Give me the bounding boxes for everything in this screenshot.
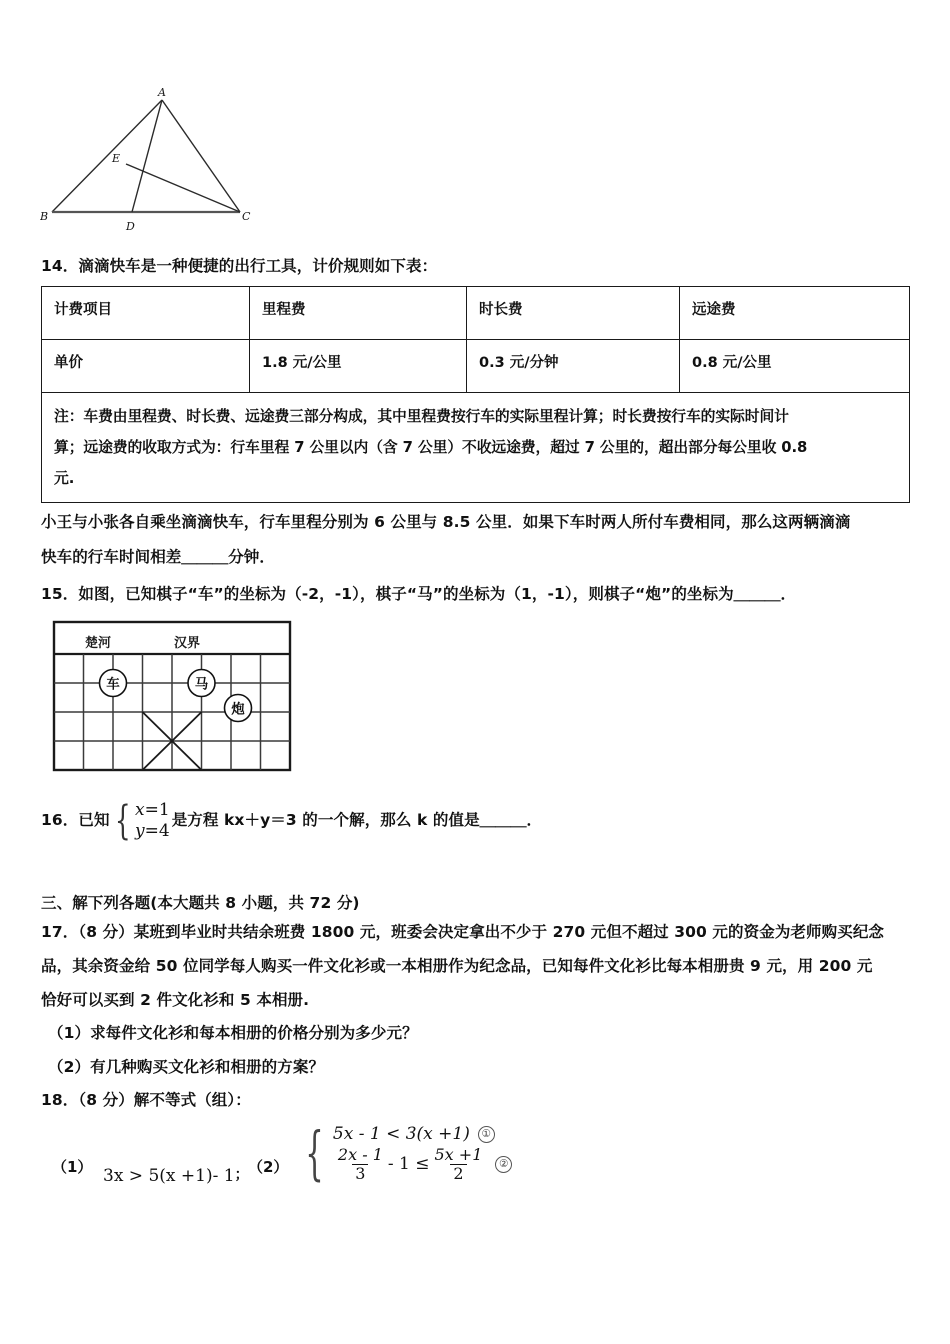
q18-part1-expr-text: 3x > 5(x +1)- 1 [103, 1166, 235, 1186]
left-brace-icon-2: { [305, 1119, 324, 1188]
q16-var-x: x [135, 800, 145, 820]
question-18-part-2-system [296, 1119, 512, 1188]
triangle-svg [40, 82, 310, 234]
table-cell-header-2: 时长费 [467, 287, 680, 340]
section-3-heading: 三、解下列各题(本大题共 8 小题，共 72 分) [41, 894, 360, 912]
fare-table [41, 286, 910, 503]
question-17-sub-1: （1）求每件文化衫和每本相册的价格分别为多少元？ [48, 1024, 418, 1042]
question-17-sub-2: （2）有几种购买文化衫和相册的方案？ [48, 1058, 325, 1076]
q16-val-x: =1 [144, 800, 170, 820]
table-cell-0-3: 0.8 元/公里 [680, 340, 910, 393]
river-label-right: 汉界 [174, 636, 201, 651]
table-cell-header-0: 计费项目 [42, 287, 250, 340]
table-note-line-3: 元. [54, 470, 75, 487]
question-14-body-line-2: 快车的行车时间相差＿＿＿分钟． [41, 548, 276, 566]
table-cell-header-3: 远途费 [680, 287, 910, 340]
q16-var-y: y [135, 821, 145, 841]
question-16 [41, 800, 542, 842]
table-note-cell [42, 393, 910, 503]
triangle-label-b: B [40, 210, 49, 223]
q18-part2-den-1: 3 [352, 1164, 368, 1183]
river-label-left: 楚河 [85, 636, 112, 651]
q18-part2-row-2 [333, 1146, 512, 1183]
triangle-label-c: C [242, 210, 251, 223]
question-15-stem: 15．如图，已知棋子“车”的坐标为（-2，-1），棋子“马”的坐标为（1，-1），则棋子“炮”的坐标为＿＿＿． [41, 585, 797, 603]
left-brace-icon: { [114, 798, 131, 844]
table-note-line-1: 注：车费由里程费、时长费、远途费三部分构成，其中里程费按行车的实际里程计算；时长费按行车的实际时间计 [54, 408, 789, 425]
question-16-system [110, 800, 170, 842]
table-row [42, 340, 910, 393]
q18-part2-den-2: 2 [450, 1164, 466, 1183]
chessboard-svg [52, 620, 292, 772]
triangle-label-e: E [112, 152, 121, 165]
question-17-line-3: 恰好可以买到 2 件文化衫和 5 本相册. [41, 991, 310, 1009]
table-row-note [42, 393, 910, 503]
question-14-stem: 14．滴滴快车是一种便捷的出行工具，计价规则如下表： [41, 257, 438, 275]
question-18-part-1-label: （1） [52, 1158, 93, 1176]
q16-val-y: =4 [144, 821, 170, 841]
table-cell-header-1: 里程费 [250, 287, 467, 340]
table-row-header [42, 287, 910, 340]
question-17-line-2: 品，其余资金给 50 位同学每人购买一件文化衫或一本相册作为纪念品，已知每件文化衫比每本相册贵 9 元，用 200 元 [41, 957, 873, 975]
triangle-figure [40, 82, 310, 234]
question-16-prefix: 16．已知 [41, 811, 110, 830]
q18-part2-fraction-left [335, 1146, 386, 1183]
table-cell-0-2: 0.3 元/分钟 [467, 340, 680, 393]
q18-part2-tag-2: ② [495, 1156, 512, 1173]
question-18-stem: 18．（8 分）解不等式（组）： [41, 1091, 251, 1109]
q18-part2-num-1: 2x - 1 [337, 1145, 383, 1164]
chess-piece-ma-label: 马 [194, 676, 209, 693]
q18-part2-fraction-right [432, 1146, 486, 1183]
q18-part2-num-2: 5x +1 [434, 1145, 483, 1164]
triangle-label-a: A [158, 86, 166, 99]
q18-part1-semicolon: ； [234, 1167, 249, 1183]
triangle-label-d: D [126, 220, 135, 233]
chess-piece-ju-label: 车 [106, 676, 120, 693]
chessboard-figure [52, 620, 292, 772]
question-18-part-2-label: （2） [248, 1158, 289, 1176]
question-14-body-line-1: 小王与小张各自乘坐滴滴快车，行车里程分别为 6 公里与 8.5 公里．如果下车时两人所付车费相同，那么这两辆滴滴 [41, 513, 851, 531]
question-18-part-1-expression [103, 1164, 249, 1186]
table-cell-0-1: 1.8 元/公里 [250, 340, 467, 393]
table-note-line-2: 算；远途费的收取方式为：行车里程 7 公里以内（含 7 公里）不收远途费，超过 7 公里的，超出部分每公里收 0.8 [54, 439, 808, 456]
q18-part2-tag-1: ① [478, 1126, 495, 1143]
q18-part2-middle-operator: - 1 ≤ [387, 1154, 430, 1175]
question-17-line-1: 17．（8 分）某班到毕业时共结余班费 1800 元，班委会决定拿出不少于 270 元但不超过 300 元的资金为老师购买纪念 [41, 923, 885, 941]
q18-part2-line-1: 5x - 1 < 3(x +1) [332, 1124, 470, 1144]
question-16-suffix: 是方程 kx＋y＝3 的一个解，那么 k 的值是＿＿＿． [171, 811, 543, 830]
table-cell-0-0: 单价 [42, 340, 250, 393]
q18-part2-row-1 [333, 1124, 512, 1144]
chess-piece-pao-label: 炮 [231, 701, 245, 718]
